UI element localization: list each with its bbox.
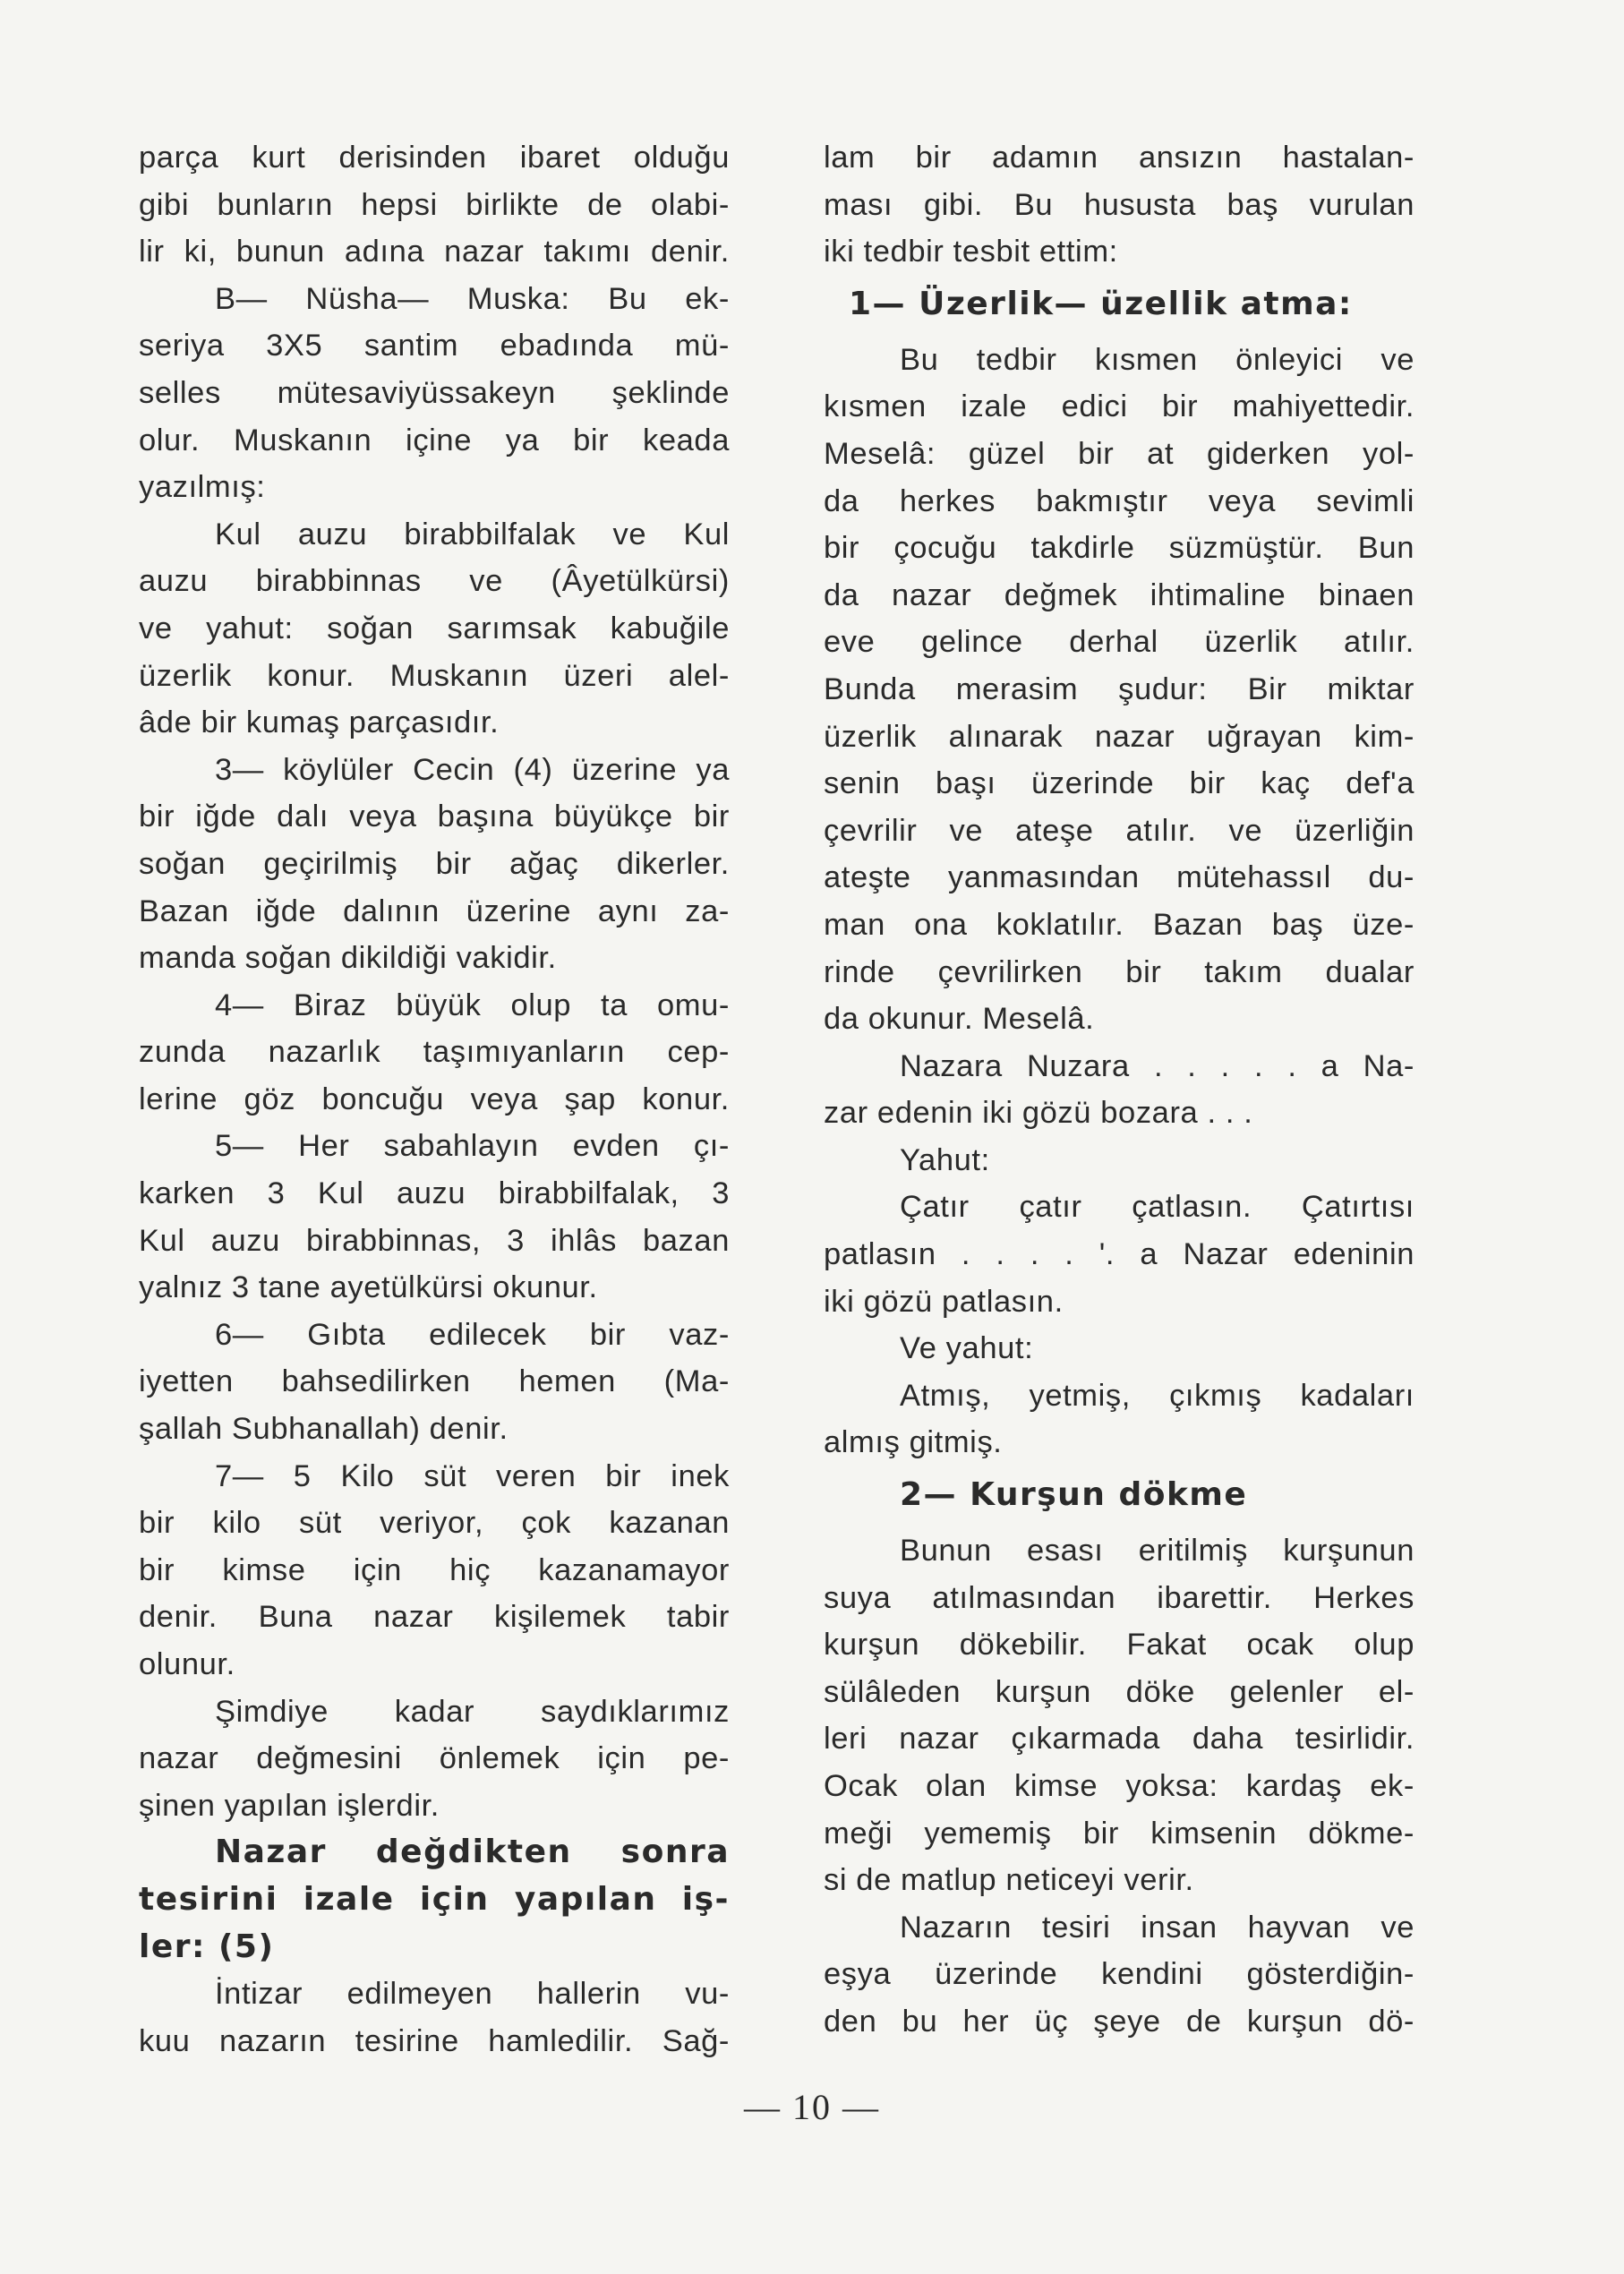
text-line: ateşte yanmasından mütehassıl du- [824,860,1415,895]
text-line: kısmen izale edici bir mahiyettedir. [824,389,1415,424]
text-line: Nazarın tesiri insan hayvan ve [900,1910,1415,1945]
text-line: eve gelince derhal üzerlik atılır. [824,625,1415,660]
text-line: ve yahut: soğan sarımsak kabuğile [139,611,730,645]
text-line: 7— 5 Kilo süt veren bir inek [215,1458,730,1493]
text-line: denir. Buna nazar kişilemek tabir [139,1600,730,1635]
text-line: Çatır çatır çatlasın. Çatırtısı [900,1190,1415,1225]
text-line: Ve yahut: [900,1331,1034,1366]
right-column [824,134,1415,2046]
text-line: gibi bunların hepsi birlikte de olabi- [139,187,730,222]
text-line: çevrilir ve ateşe atılır. ve üzerliğin [824,813,1415,848]
section-heading: ler: (5) [139,1928,275,1965]
text-line: yalnız 3 tane ayetülkürsi okunur. [139,1270,598,1305]
text-line: da okunur. Meselâ. [824,1002,1095,1037]
text-line: Şimdiye kadar saydıklarımız [215,1694,730,1729]
text-line: Ocak olan kimse yoksa: kardaş ek- [824,1769,1415,1803]
subsection-heading: 1— Üzerlik— üzellik atma: [849,285,1353,322]
text-line: zunda nazarlık taşımıyanların cep- [139,1035,730,1070]
text-line: Bu tedbir kısmen önleyici ve [900,342,1415,377]
text-line: lam bir adamın ansızın hastalan- [824,141,1415,175]
text-line: meği yememiş bir kimsenin dökme- [824,1816,1415,1851]
text-line: bir iğde dalı veya başına büyükçe bir [139,799,730,834]
text-line: bir kimse için hiç kazanamayor [139,1552,730,1587]
text-line: ması gibi. Bu hususta baş vurulan [824,187,1415,222]
text-line: kurşun dökebilir. Fakat ocak olup [824,1628,1415,1663]
text-line: şallah Subhanallah) denir. [139,1412,509,1447]
text-line: iki tedbir tesbit ettim: [824,235,1118,269]
text-line: zar edenin iki gözü bozara . . . [824,1096,1253,1131]
text-line: karken 3 Kul auzu birabbilfalak, 3 [139,1176,730,1211]
text-line: da nazar değmek ihtimaline binaen [824,577,1415,612]
page-number: — 10 — [744,2087,880,2127]
text-line: rinde çevrilirken bir takım dualar [824,954,1415,989]
text-line: parça kurt derisinden ibaret olduğu [139,141,730,175]
text-line: olur. Muskanın içine ya bir keada [139,423,730,457]
text-line: Kul auzu birabbinnas, 3 ihlâs bazan [139,1223,730,1258]
text-line: 3— köylüler Cecin (4) üzerine ya [215,752,730,787]
subsection-heading: 2— Kurşun dökme [900,1476,1248,1514]
text-line: soğan geçirilmiş bir ağaç dikerler. [139,846,730,881]
text-line: İntizar edilmeyen hallerin vu- [215,1977,730,2012]
text-line: yazılmış: [139,470,266,505]
text-line: den bu her üç şeye de kurşun dö- [824,2004,1415,2039]
text-line: selles mütesaviyüssakeyn şeklinde [139,375,730,410]
text-line: manda soğan dikildiği vakidir. [139,941,557,976]
text-line: sülâleden kurşun döke gelenler el- [824,1674,1415,1709]
section-heading: Nazar değdikten sonra [215,1834,730,1871]
text-line: nazar değmesini önlemek için pe- [139,1741,730,1776]
text-line: Bazan iğde dalının üzerine aynı za- [139,893,730,928]
text-line: Bunun esası eritilmiş kurşunun [900,1534,1415,1569]
text-line: senin başı üzerinde bir kaç def'a [824,766,1415,801]
text-line: olunur. [139,1647,235,1681]
text-line: Bunda merasim şudur: Bir miktar [824,671,1415,706]
text-line: bir çocuğu takdirle süzmüştür. Bun [824,531,1415,566]
text-line: patlasın . . . . '. a Nazar edeninin [824,1237,1415,1272]
text-line: da herkes bakmıştır veya sevimli [824,483,1415,518]
text-line: si de matlup neticeyi verir. [824,1863,1194,1898]
text-line: man ona koklatılır. Bazan baş üze- [824,907,1415,942]
text-line: üzerlik konur. Muskanın üzeri alel- [139,658,730,693]
text-line: Kul auzu birabbilfalak ve Kul [215,517,730,551]
text-line: kuu nazarın tesirine hamledilir. Sağ- [139,2023,730,2058]
text-line: Atmış, yetmiş, çıkmış kadaları [900,1378,1415,1413]
text-line: 5— Her sabahlayın evden çı- [215,1129,730,1164]
text-line: bir kilo süt veriyor, çok kazanan [139,1506,730,1541]
text-line: iki gözü patlasın. [824,1284,1064,1319]
text-line: 4— Biraz büyük olup ta omu- [215,987,730,1022]
text-line: auzu birabbinnas ve (Âyetülkürsi) [139,564,730,599]
text-line: Yahut: [900,1142,990,1177]
text-line: lir ki, bunun adına nazar takımı denir. [139,235,730,269]
text-line: suya atılmasından ibarettir. Herkes [824,1580,1415,1615]
section-heading: tesirini izale için yapılan iş- [139,1880,730,1918]
text-line: âde bir kumaş parçasıdır. [139,705,500,740]
left-column [139,134,730,2065]
text-line: eşya üzerinde kendini gösterdiğin- [824,1957,1415,1992]
text-line: leri nazar çıkarmada daha tesirlidir. [824,1722,1415,1757]
text-line: lerine göz boncuğu veya şap konur. [139,1081,730,1116]
text-line: iyetten bahsedilirken hemen (Ma- [139,1364,730,1399]
text-line: şinen yapılan işlerdir. [139,1788,440,1823]
text-line: Nazara Nuzara . . . . . a Na- [900,1048,1415,1083]
text-line: üzerlik alınarak nazar uğrayan kim- [824,719,1415,754]
text-line: B— Nüsha— Muska: Bu ek- [215,281,730,316]
text-line: Meselâ: güzel bir at giderken yol- [824,436,1415,471]
text-line: 6— Gıbta edilecek bir vaz- [215,1317,730,1352]
text-line: almış gitmiş. [824,1425,1003,1460]
text-line: seriya 3X5 santim ebadında mü- [139,329,730,363]
